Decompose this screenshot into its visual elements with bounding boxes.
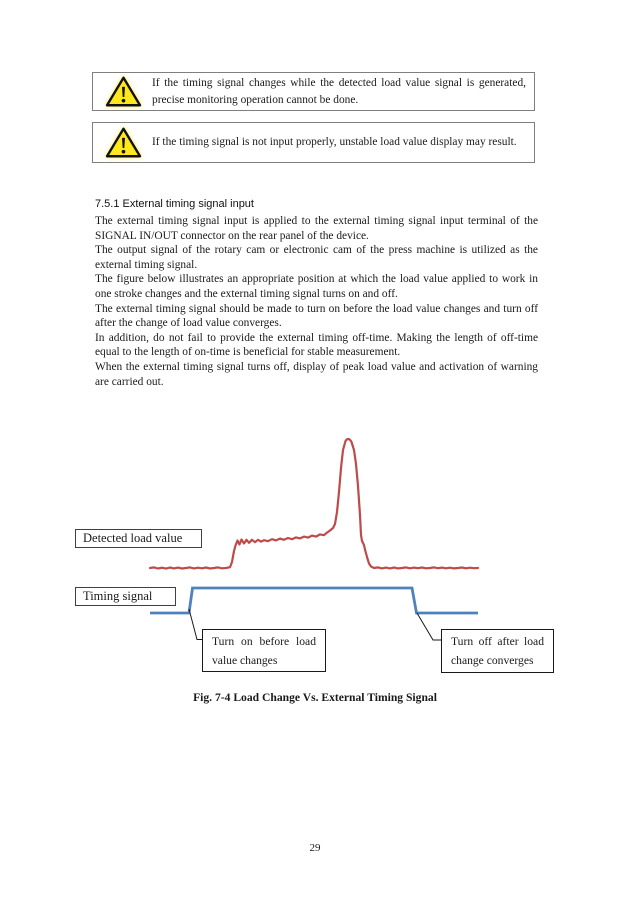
paragraph: In addition, do not fail to provide the external timing off-time. Making the length of off-time equal to the length of on-time is beneficial for stable measurement. — [95, 331, 538, 359]
paragraph: When the external timing signal turns off, display of peak load value and activation of warning are carried out. — [95, 360, 538, 388]
detected-load-value-label-text: Detected load value — [83, 531, 183, 545]
paragraph: The external timing signal should be made to turn on before the load value changes and turn off after the change of load value converges. — [95, 302, 538, 330]
warning-text: If the timing signal changes while the detected load value signal is generated, precise monitoring operation cannot be done. — [152, 77, 526, 106]
paragraph: The figure below illustrates an appropriate position at which the load value applied to work in one stroke changes and the external timing signal turns on and off. — [95, 273, 538, 300]
timing-signal-label — [75, 587, 176, 606]
callout-turn-off: Turn off after load change converges — [441, 629, 554, 673]
warning-triangle-icon — [103, 126, 143, 159]
paragraph: The external timing signal input is applied to the external timing signal input terminal of the SIGNAL IN/OUT connector on the rear panel of the device. — [95, 215, 538, 242]
leader-line-turn-off — [417, 613, 441, 640]
warning-text: If the timing signal is not input properly, unstable load value display may result. — [152, 136, 517, 149]
paragraph: The output signal of the rotary cam or electronic cam of the press machine is utilized as the external timing signal. — [95, 244, 538, 271]
load-curve — [150, 439, 478, 569]
detected-load-value-label — [75, 529, 202, 548]
warning-box-2 — [92, 122, 535, 163]
warning-box-1 — [92, 72, 535, 111]
section-heading: 7.5.1 External timing signal input — [95, 198, 254, 210]
callout-turn-on: Turn on before load value changes — [202, 629, 326, 672]
leader-line-turn-on — [189, 609, 203, 640]
figure-caption: Fig. 7-4 Load Change Vs. External Timing Signal — [193, 691, 437, 704]
timing-signal-curve — [150, 588, 478, 613]
warning-triangle-icon — [103, 75, 143, 108]
section-body — [95, 214, 538, 389]
timing-signal-label-text: Timing signal — [83, 589, 153, 603]
page-number: 29 — [309, 842, 321, 854]
